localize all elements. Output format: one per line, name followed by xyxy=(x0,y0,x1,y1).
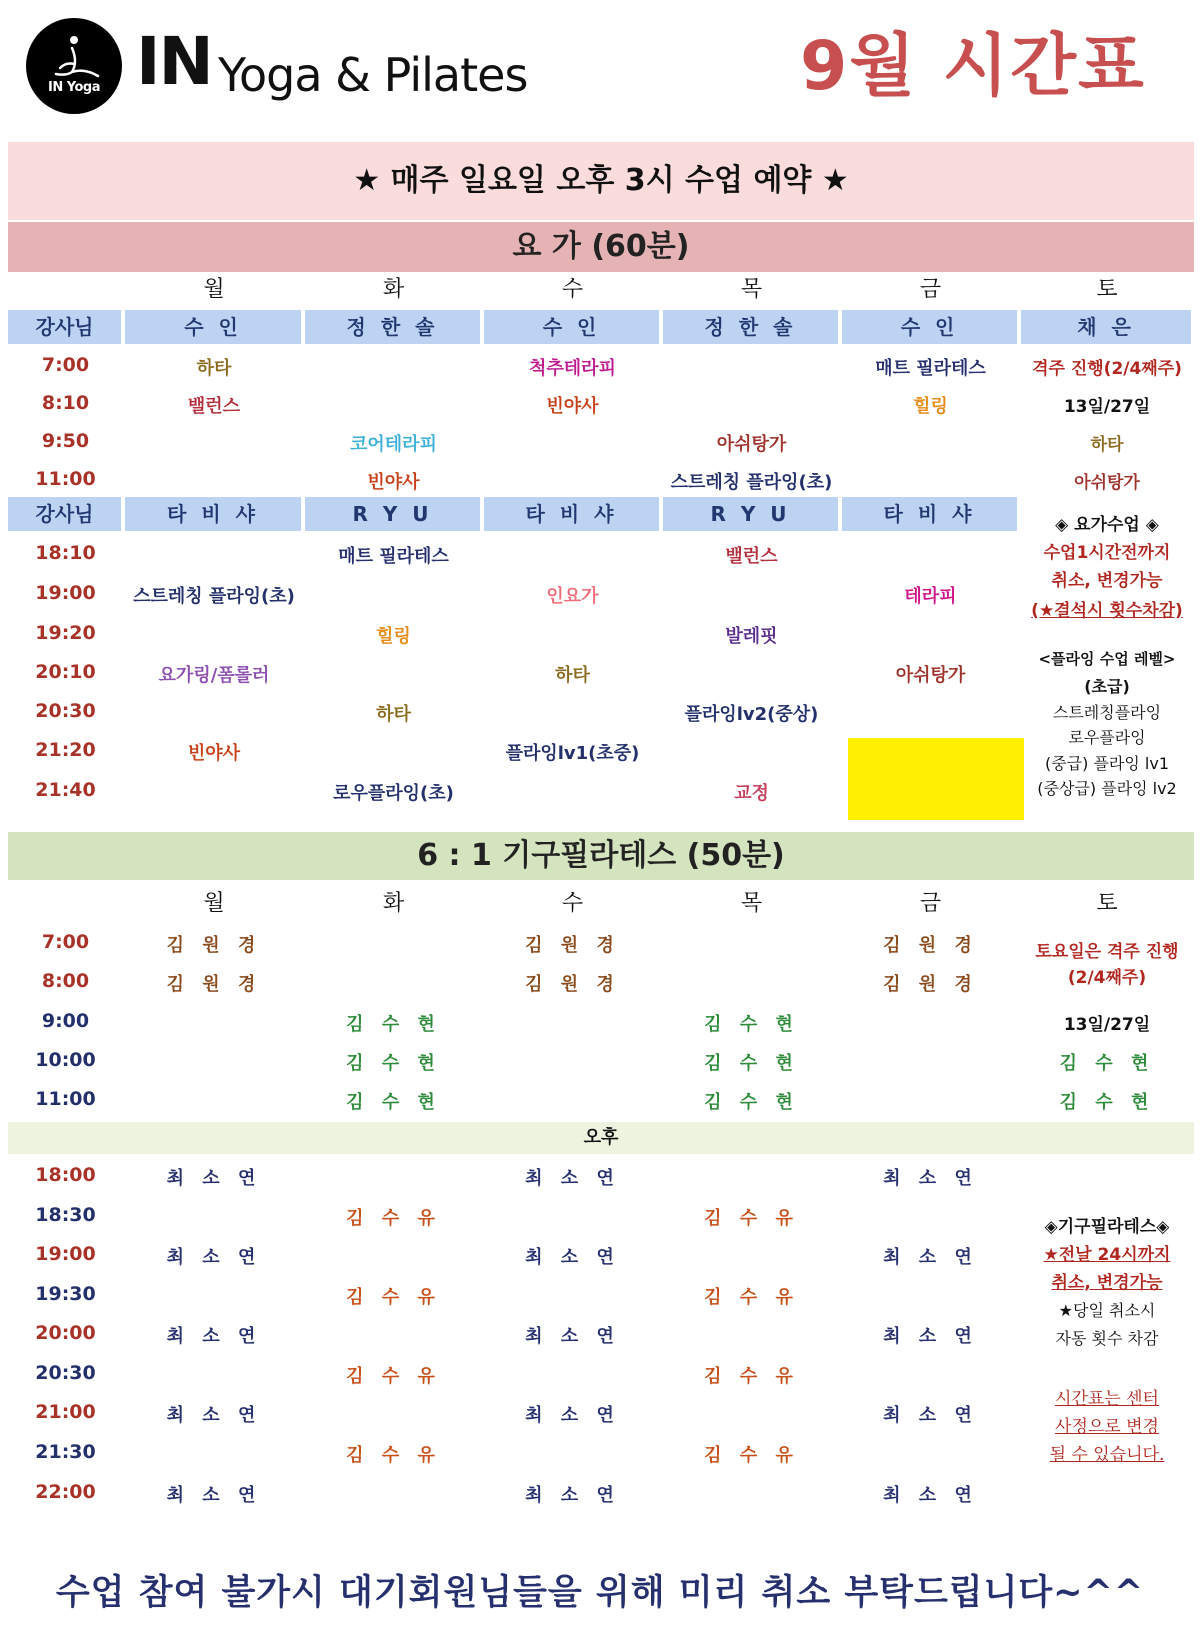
instructor-slot: 김 수 현 xyxy=(704,1053,799,1074)
time-label: 7:00 xyxy=(41,354,90,376)
flying-level-line: (초급) xyxy=(1084,677,1130,696)
yoga-day-header: 화 xyxy=(382,277,405,302)
footer-message: 수업 참여 불가시 대기회원님들을 위해 미리 취소 부탁드립니다~^^ xyxy=(55,1573,1145,1613)
instructor-name: 타 비 샤 xyxy=(842,497,1017,531)
yoga-day-header: 금 xyxy=(919,277,942,302)
yoga-day-header: 수 xyxy=(561,277,584,302)
class-cell: 하타 xyxy=(1090,435,1124,455)
class-cell: 힐링 xyxy=(376,626,411,647)
flying-level-line: (중급) 플라잉 lv1 xyxy=(1044,754,1170,773)
instructor-slot: 김 수 현 xyxy=(346,1053,441,1074)
class-cell: 하타 xyxy=(196,358,232,379)
class-cell: 13일/27일 xyxy=(1063,397,1151,417)
instructor-slot: 최 소 연 xyxy=(166,1485,262,1506)
class-cell: 테라피 xyxy=(904,586,957,607)
yoga-day-header: 목 xyxy=(740,277,763,302)
instructor-slot: 최 소 연 xyxy=(525,1485,620,1506)
time-label: 18:30 xyxy=(35,1204,96,1226)
pm-divider: 오후 xyxy=(8,1122,1194,1154)
schedule-change-note: 될 수 있습니다. xyxy=(1049,1445,1165,1465)
instructor-slot: 최 소 연 xyxy=(525,1326,620,1347)
time-label: 21:00 xyxy=(35,1401,96,1423)
instructor-slot: 김 수 유 xyxy=(704,1366,799,1387)
instructor-slot: 김 수 현 xyxy=(704,1014,799,1035)
yoga-policy-line: 취소, 변경가능 xyxy=(1051,571,1163,591)
instructor-slot: 김 수 현 xyxy=(346,1014,441,1035)
instructor-slot: 김 수 유 xyxy=(704,1445,799,1466)
pilates-day-header: 토 xyxy=(1096,891,1118,916)
class-cell: 교정 xyxy=(734,783,769,804)
special-class-highlight xyxy=(848,738,1024,820)
time-label: 10:00 xyxy=(35,1049,96,1071)
class-cell: 플라잉lv1(초중) xyxy=(505,743,640,764)
brand-name-in: IN xyxy=(136,23,212,100)
instructor-slot: 최 소 연 xyxy=(166,1168,262,1189)
instructor-name: 수 인 xyxy=(842,310,1017,344)
saturday-dates: 13일/27일 xyxy=(1063,1015,1151,1035)
time-label: 20:30 xyxy=(35,1362,96,1384)
saturday-note: (2/4째주) xyxy=(1067,968,1147,988)
time-label: 11:00 xyxy=(35,1088,96,1110)
instructor-label: 강사님 xyxy=(8,497,121,531)
time-label: 18:10 xyxy=(35,542,96,564)
yoga-figure-icon xyxy=(26,18,122,114)
instructor-slot: 최 소 연 xyxy=(525,1405,620,1426)
time-label: 8:10 xyxy=(41,392,90,414)
pilates-day-header: 화 xyxy=(382,891,405,916)
pilates-day-header: 수 xyxy=(561,891,584,916)
class-cell: 힐링 xyxy=(913,396,948,417)
header xyxy=(0,0,1200,135)
instructor-slot: 최 소 연 xyxy=(883,1485,978,1506)
brand-name-rest: Yoga & Pilates xyxy=(218,48,528,102)
instructor-slot: 김 수 유 xyxy=(346,1445,441,1466)
yoga-policy-line: (★결석시 횟수차감) xyxy=(1031,601,1183,621)
time-label: 19:00 xyxy=(35,1243,96,1265)
class-cell: 요가링/폼롤러 xyxy=(158,665,270,686)
time-label: 21:20 xyxy=(35,739,96,761)
yoga-policy-title: ◈ 요가수업 ◈ xyxy=(1055,515,1159,535)
class-cell: 스트레칭 플라잉(초) xyxy=(133,586,295,607)
instructor-slot: 김 원 경 xyxy=(525,935,620,956)
instructor-slot: 김 원 경 xyxy=(166,935,262,956)
pilates-policy-line: 자동 횟수 차감 xyxy=(1055,1329,1159,1348)
class-cell: 빈야사 xyxy=(546,396,599,417)
instructor-slot: 김 원 경 xyxy=(166,974,262,995)
class-cell: 인요가 xyxy=(546,586,599,607)
pilates-day-header: 월 xyxy=(203,891,225,916)
logo xyxy=(26,18,122,114)
schedule-change-note: 시간표는 센터 xyxy=(1055,1389,1159,1409)
instructor-slot: 김 수 유 xyxy=(346,1208,441,1229)
class-cell: 빈야사 xyxy=(187,743,241,764)
instructor-slot: 최 소 연 xyxy=(166,1247,262,1268)
flying-level-title: <플라잉 수업 레벨> xyxy=(1038,650,1176,668)
class-cell: 아쉬탕가 xyxy=(1074,473,1140,493)
class-cell: 스트레칭 플라잉(초) xyxy=(670,472,833,493)
instructor-slot: 최 소 연 xyxy=(525,1247,620,1268)
class-cell: 매트 필라테스 xyxy=(875,358,986,379)
class-cell: 매트 필라테스 xyxy=(338,546,449,567)
instructor-slot: 김 수 유 xyxy=(704,1287,799,1308)
pilates-policy-title: ◈기구필라테스◈ xyxy=(1044,1217,1170,1237)
instructor-label: 강사님 xyxy=(8,310,121,344)
flying-level-line: (중상급) 플라잉 lv2 xyxy=(1037,779,1177,798)
instructor-slot: 김 수 유 xyxy=(704,1208,799,1229)
pilates-policy-line: 취소, 변경가능 xyxy=(1051,1273,1163,1293)
instructor-name: 타 비 샤 xyxy=(125,497,301,531)
class-cell: 밸런스 xyxy=(187,396,241,417)
time-label: 8:00 xyxy=(41,970,90,992)
time-label: 20:00 xyxy=(35,1322,96,1344)
logo-text: IN Yoga xyxy=(48,80,100,95)
instructor-slot: 최 소 연 xyxy=(883,1247,978,1268)
class-cell: 하타 xyxy=(376,704,411,725)
time-label: 19:30 xyxy=(35,1283,96,1305)
instructor-slot: 김 수 유 xyxy=(346,1287,441,1308)
instructor-slot: 김 수 유 xyxy=(346,1366,441,1387)
time-label: 11:00 xyxy=(35,468,96,490)
reservation-banner: ★ 매주 일요일 오후 3시 수업 예약 ★ xyxy=(8,142,1194,220)
class-cell: 플라잉lv2(중상) xyxy=(684,704,819,725)
time-label: 20:10 xyxy=(35,661,96,683)
saturday-note: 토요일은 격주 진행 xyxy=(1035,942,1179,962)
class-cell: 하타 xyxy=(555,665,590,686)
instructor-name: 타 비 샤 xyxy=(484,497,659,531)
flying-level-line: 스트레칭플라잉 xyxy=(1052,703,1162,722)
instructor-name: R Y U xyxy=(305,497,480,531)
instructor-name: 정 한 솔 xyxy=(663,310,838,344)
class-cell: 빈야사 xyxy=(367,472,420,493)
pilates-day-header: 금 xyxy=(919,891,942,916)
class-cell: 격주 진행(2/4째주) xyxy=(1032,359,1182,379)
time-label: 21:30 xyxy=(35,1441,96,1463)
pilates-section-title: 6 : 1 기구필라테스 (50분) xyxy=(8,832,1194,880)
instructor-slot: 김 수 현 xyxy=(704,1092,799,1113)
pilates-policy-line: ★전날 24시까지 xyxy=(1043,1245,1171,1265)
instructor-slot: 최 소 연 xyxy=(166,1326,262,1347)
instructor-slot: 최 소 연 xyxy=(883,1405,978,1426)
pilates-policy-line: ★당일 취소시 xyxy=(1058,1301,1156,1320)
instructor-name: 채 은 xyxy=(1021,310,1191,344)
instructor-name: R Y U xyxy=(663,497,838,531)
time-label: 9:50 xyxy=(41,430,90,452)
instructor-slot: 최 소 연 xyxy=(883,1326,978,1347)
class-cell: 밸런스 xyxy=(725,546,778,567)
saturday-class: 김 수 현 xyxy=(1059,1053,1155,1074)
saturday-class: 김 수 현 xyxy=(1059,1092,1155,1113)
class-cell: 척추테라피 xyxy=(529,358,616,379)
time-label: 20:30 xyxy=(35,700,96,722)
instructor-slot: 김 원 경 xyxy=(525,974,620,995)
page-title: 9월 시간표 xyxy=(800,27,1146,106)
time-label: 21:40 xyxy=(35,779,96,801)
time-label: 19:00 xyxy=(35,582,96,604)
yoga-day-header: 토 xyxy=(1096,277,1118,302)
schedule-change-note: 사정으로 변경 xyxy=(1055,1417,1159,1437)
yoga-policy-line: 수업1시간전까지 xyxy=(1043,543,1171,563)
yoga-day-header: 월 xyxy=(203,277,225,302)
time-label: 18:00 xyxy=(35,1164,96,1186)
time-label: 22:00 xyxy=(35,1481,96,1503)
flying-level-line: 로우플라잉 xyxy=(1068,728,1146,747)
instructor-name: 수 인 xyxy=(125,310,301,344)
class-cell: 코어테라피 xyxy=(350,434,437,455)
class-cell: 아쉬탕가 xyxy=(895,665,966,686)
time-label: 19:20 xyxy=(35,622,96,644)
instructor-slot: 김 수 현 xyxy=(346,1092,441,1113)
class-cell: 아쉬탕가 xyxy=(716,434,787,455)
time-label: 7:00 xyxy=(41,931,90,953)
instructor-slot: 최 소 연 xyxy=(883,1168,978,1189)
instructor-name: 정 한 솔 xyxy=(305,310,480,344)
time-label: 9:00 xyxy=(41,1010,90,1032)
instructor-slot: 최 소 연 xyxy=(525,1168,620,1189)
pilates-day-header: 목 xyxy=(740,891,763,916)
class-cell: 로우플라잉(초) xyxy=(333,783,454,804)
instructor-slot: 김 원 경 xyxy=(883,935,978,956)
instructor-slot: 최 소 연 xyxy=(166,1405,262,1426)
class-cell: 발레핏 xyxy=(725,626,778,647)
instructor-name: 수 인 xyxy=(484,310,659,344)
yoga-section-title: 요 가 (60분) xyxy=(8,222,1194,272)
instructor-slot: 김 원 경 xyxy=(883,974,978,995)
